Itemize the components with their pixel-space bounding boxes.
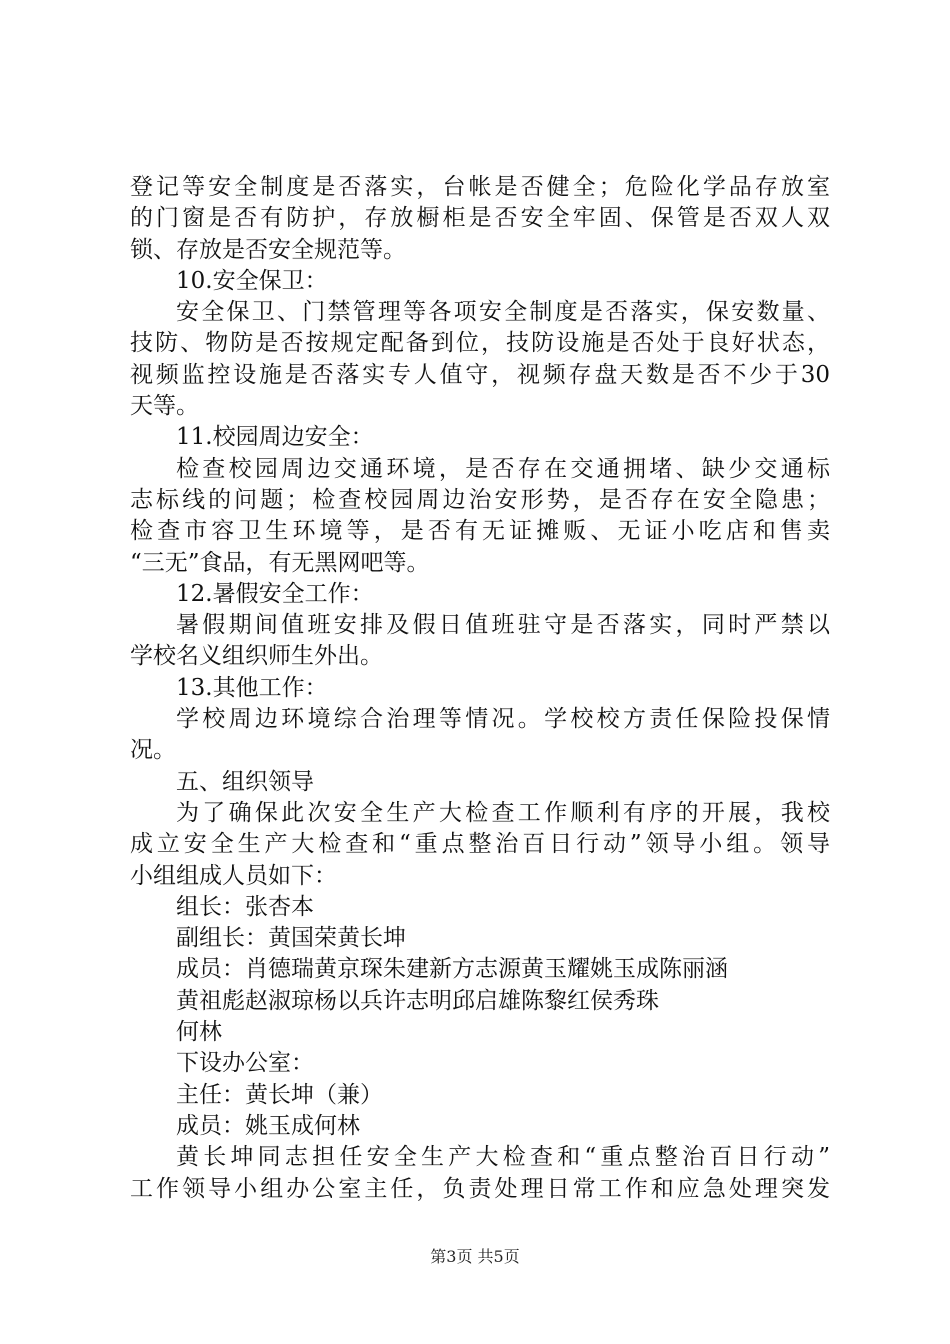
text-line: 况。: [130, 737, 176, 764]
text-line: 检查校园周边交通环境，是否存在交通拥堵、缺少交通标: [176, 455, 830, 482]
text-line: 的门窗是否有防护，存放橱柜是否安全牢固、保管是否双人双: [130, 205, 830, 232]
text-line: 暑假期间值班安排及假日值班驻守是否落实，同时严禁以: [176, 612, 830, 639]
section-heading: 12.暑假安全工作：: [176, 580, 374, 607]
text-line: 视频监控设施是否落实专人值守，视频存盘天数是否不少于30: [130, 361, 830, 388]
text-line: 学校名义组织师生外出。: [130, 643, 383, 670]
text-line: 天等。: [130, 393, 199, 420]
text-line: 志标线的问题；检查校园周边治安形势，是否存在安全隐患；: [130, 486, 830, 513]
text-line: 学校周边环境综合治理等情况。学校校方责任保险投保情: [176, 706, 830, 733]
text-line: 何林: [176, 1019, 222, 1046]
text-line: 检查市容卫生环境等，是否有无证摊贩、无证小吃店和售卖: [130, 518, 830, 545]
text-line: 登记等安全制度是否落实，台帐是否健全；危险化学品存放室: [130, 174, 830, 200]
text-line: 为了确保此次安全生产大检查工作顺利有序的开展，我校: [176, 799, 830, 826]
text-line: 小组组成人员如下：: [130, 862, 337, 889]
text-line: “三无”食品，有无黑网吧等。: [130, 549, 430, 576]
text-line: 副组长：黄国荣黄长坤: [176, 925, 406, 952]
text-line: 成立安全生产大检查和“重点整治百日行动”领导小组。领导: [130, 831, 830, 858]
text-line: 组长：张杏本: [176, 893, 314, 920]
text-line: 安全保卫、门禁管理等各项安全制度是否落实，保安数量、: [176, 299, 830, 326]
text-line: 工作领导小组办公室主任，负责处理日常工作和应急处理突发: [130, 1175, 830, 1202]
text-line: 技防、物防是否按规定配备到位，技防设施是否处于良好状态，: [130, 330, 830, 357]
text-line: 成员：姚玉成何林: [176, 1112, 360, 1139]
document-body: [130, 172, 830, 1205]
text-line: 主任：黄长坤（兼）: [176, 1081, 383, 1108]
text-line: 成员：肖德瑞黄京琛朱建新方志源黄玉耀姚玉成陈丽涵: [176, 956, 728, 983]
text-line: 下设办公室：: [176, 1050, 314, 1077]
section-heading: 13.其他工作：: [176, 674, 328, 701]
section-heading: 10.安全保卫：: [176, 267, 328, 294]
section-heading: 五、组织领导: [176, 768, 314, 795]
text-line: 黄祖彪赵淑琼杨以兵许志明邱启雄陈黎红侯秀珠: [176, 987, 659, 1014]
page-footer: 第3页 共5页: [430, 1247, 520, 1266]
text-line: 锁、存放是否安全规范等。: [130, 236, 406, 263]
text-line: 黄长坤同志担任安全生产大检查和“重点整治百日行动”: [176, 1144, 830, 1171]
section-heading: 11.校园周边安全：: [176, 424, 374, 451]
